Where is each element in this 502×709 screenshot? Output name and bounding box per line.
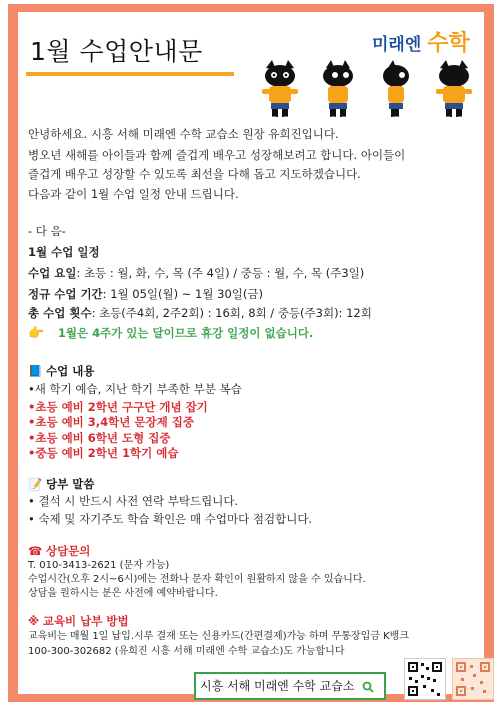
count-label: 총 수업 횟수 <box>28 306 92 320</box>
tuition-heading: 교육비 납부 방법 <box>42 614 129 628</box>
consult-line: 상담을 원하시는 분은 사전에 예약바랍니다. <box>28 588 218 599</box>
period-value: : 1월 05일(월) ~ 1월 30일(금) <box>102 287 263 301</box>
schedule-days <box>28 266 364 281</box>
request-heading: 당부 말씀 <box>45 477 95 491</box>
consult-line: T. 010-3413-2621 (문자 가능) <box>28 560 170 571</box>
content-item: •새 학기 예습, 지난 학기 부족한 부분 복습 <box>28 382 242 396</box>
greeting-line-3: 즐겁게 배우고 성장할 수 있도록 최선을 다해 돕고 지도하겠습니다. <box>28 167 361 181</box>
consult-line: 수업시간(오후 2시~6시)에는 전화나 문자 확인이 원활하지 않을 수 있습니다. <box>28 574 366 585</box>
tuition-line: 100-300-302682 (유희진 시흥 서해 미래엔 수학 교습소)도 가능합니다 <box>28 646 345 657</box>
phone-icon: ☎ <box>28 544 43 558</box>
tuition-line: 교육비는 매월 1일 납입.시루 결재 또는 신용카드(간편결제)가능 하며 무통장입금 K뱅크 <box>28 631 409 642</box>
content-header <box>28 364 94 379</box>
pointing-hand-icon: 👉 <box>28 326 45 341</box>
qr-code-icon <box>405 659 445 699</box>
mascot-profile <box>374 58 418 122</box>
qr-code-icon <box>453 659 493 699</box>
schedule-heading: 1월 수업 일정 <box>28 245 100 259</box>
request-header <box>28 477 94 492</box>
search-box-text <box>200 677 374 694</box>
greeting-line-2: 병오년 새해를 아이들과 함께 즐겁게 배우고 성장해보려고 합니다. 아이들이 <box>28 148 406 162</box>
request-item: • 결석 시 반드시 사전 연락 부탁드립니다. <box>28 494 239 508</box>
content-item: •초등 예비 3,4학년 문장제 집중 <box>28 415 194 429</box>
schedule-notice <box>28 326 313 341</box>
logo-main: 미래엔 <box>372 35 422 55</box>
days-value: : 초등 : 월, 화, 수, 목 (주 4일) / 중등 : 월, 수, 목 (주3일) <box>76 266 365 280</box>
mascot-side <box>316 58 360 122</box>
consult-header <box>28 544 90 559</box>
content-item: •중등 예비 2학년 1학기 예습 <box>28 446 179 460</box>
tuition-header <box>28 614 129 629</box>
greeting-line-4: 다음과 같이 1월 수업 일정 안내 드립니다. <box>28 187 239 201</box>
search-icon[interactable] <box>362 681 374 693</box>
qr-code-kakao[interactable] <box>404 658 446 700</box>
logo-accent: 수학 <box>427 31 470 56</box>
divider-label: - 다 음- <box>28 224 66 238</box>
greeting-line-1: 안녕하세요. 시흥 서해 미래엔 수학 교습소 원장 유희진입니다. <box>28 127 339 141</box>
reference-mark-icon: ※ <box>28 614 40 628</box>
count-value: : 초등(주4회, 2주2회) : 16회, 8회 / 중등(주3회): 12회 <box>91 306 372 320</box>
days-label: 수업 요일 <box>28 266 77 280</box>
mascot-illustrations <box>252 58 484 124</box>
schedule-count <box>28 306 372 321</box>
book-icon: 📘 <box>28 364 43 378</box>
title-underline <box>26 72 234 76</box>
consult-heading: 상담문의 <box>45 544 91 558</box>
mascot-back <box>432 58 476 122</box>
mascot-front <box>258 58 302 122</box>
period-label: 정규 수업 기간 <box>28 287 103 301</box>
qr-code-blog[interactable] <box>452 658 494 700</box>
content-item: •초등 예비 6학년 도형 집중 <box>28 431 171 445</box>
content-item: •초등 예비 2학년 구구단 개념 잡기 <box>28 400 208 414</box>
memo-icon: 📝 <box>28 477 43 491</box>
content-heading: 수업 내용 <box>45 364 95 378</box>
request-item: • 숙제 및 자기주도 학습 확인은 매 수업마다 점검합니다. <box>28 512 313 526</box>
page-title: 1월 수업안내문 <box>30 37 203 66</box>
academy-name: 시흥 서해 미래엔 수학 교습소 <box>200 679 355 693</box>
brand-logo <box>372 26 470 57</box>
notice-text: 1월은 4주가 있는 달이므로 휴강 일정이 없습니다. <box>57 326 314 340</box>
schedule-period <box>28 287 263 302</box>
